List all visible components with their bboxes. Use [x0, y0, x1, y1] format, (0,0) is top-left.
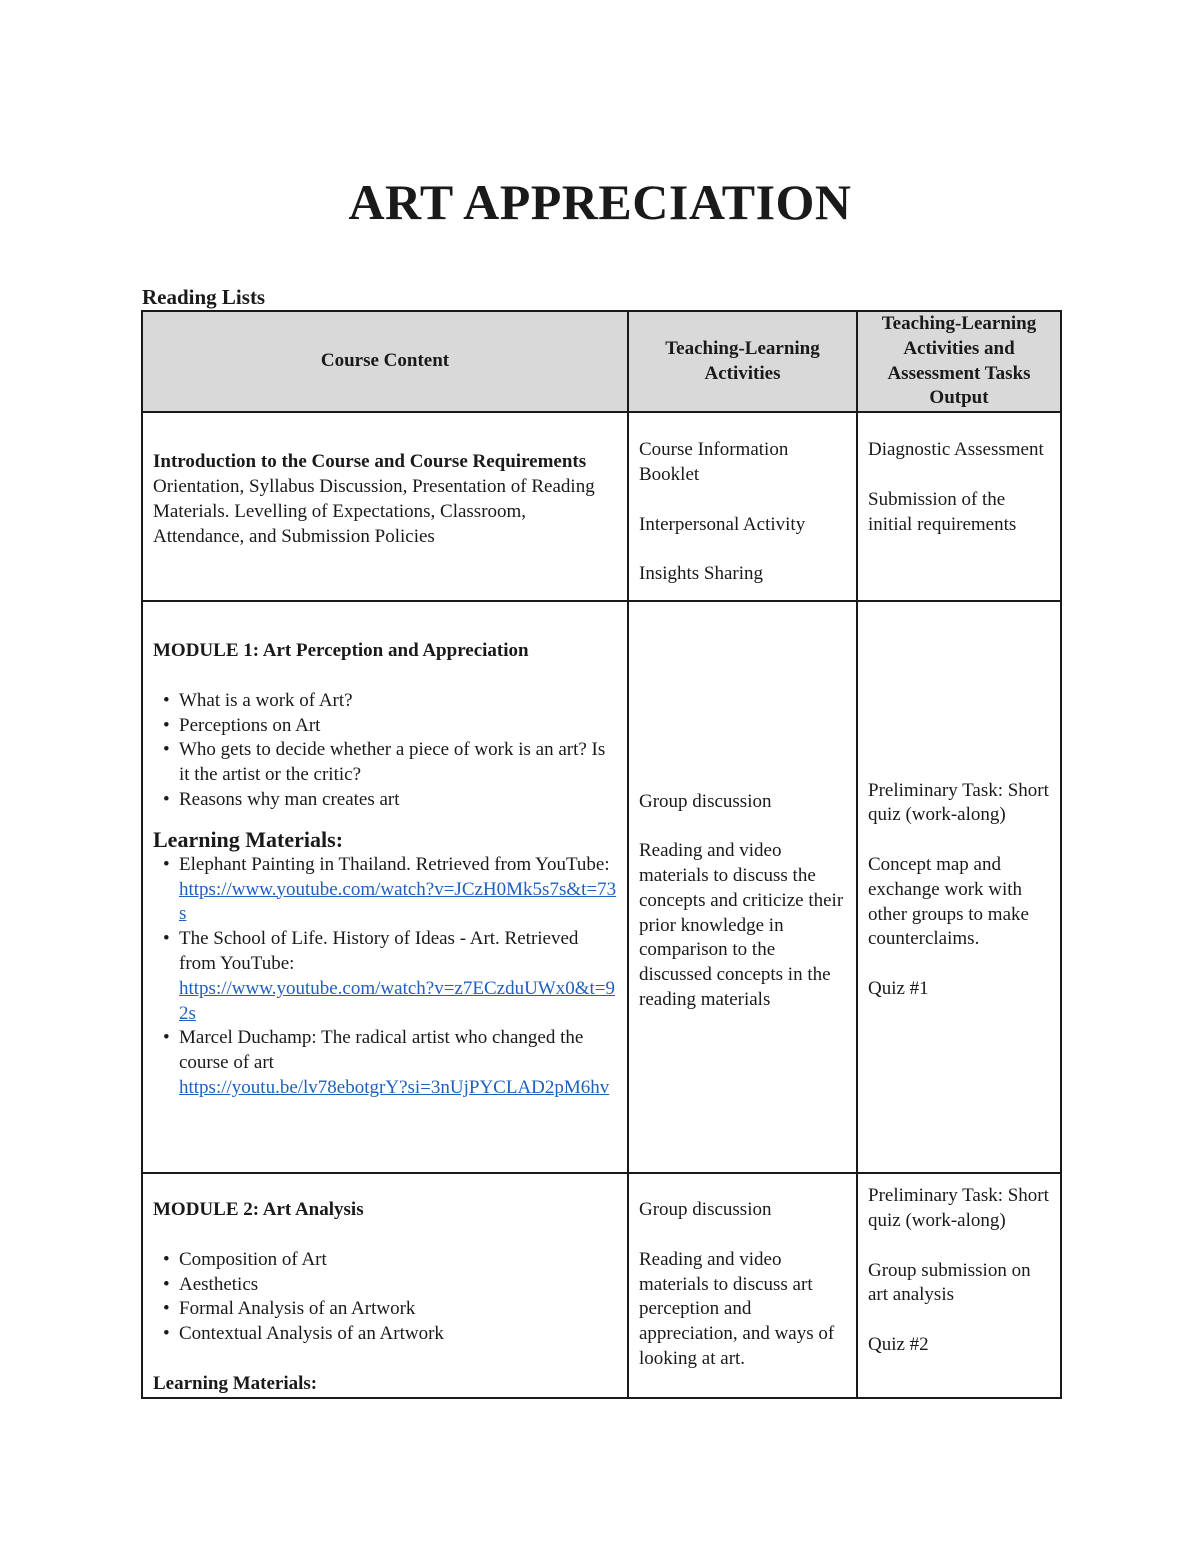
task-item: Preliminary Task: Short quiz (work-along)	[868, 779, 1049, 826]
module-name: Art Analysis	[262, 1199, 364, 1221]
material-link[interactable]: https://youtu.be/lv78ebotgrY?si=3nUjPYCLAD2pM6hv	[179, 1076, 610, 1098]
intro-description: Orientation, Syllabus Discussion, Presentation of Reading Materials. Levelling of Expectations, Classroom, Attendance, and Submission Policies	[153, 475, 595, 547]
tasks-cell	[857, 1173, 1061, 1397]
list-item: • Formal Analysis of an Artwork	[169, 1297, 617, 1322]
page-title: ART APPRECIATION	[348, 174, 852, 230]
topic-list	[153, 1248, 617, 1347]
list-item: • What is a work of Art?	[169, 689, 617, 714]
tla-item: Insights Sharing	[639, 563, 764, 585]
material-link[interactable]: https://www.youtube.com/watch?v=JCzH0Mk5s7s&t=73s	[179, 878, 617, 925]
table-row	[142, 412, 1061, 601]
table-row	[142, 601, 1061, 1173]
list-item: • Who gets to decide whether a piece of work is an art? Is it the artist or the critic?	[169, 738, 617, 788]
header-course-content: Course Content	[142, 311, 628, 412]
task-item: Submission of the initial requirements	[868, 488, 1017, 535]
tla-item: Group discussion	[639, 790, 772, 812]
task-item: Concept map and exchange work with other groups to make counterclaims.	[868, 853, 1029, 950]
task-item: Group submission on art analysis	[868, 1259, 1031, 1306]
tasks-cell	[857, 601, 1061, 1173]
material-text: Marcel Duchamp: The radical artist who changed the course of art	[179, 1027, 584, 1074]
table-row	[142, 1173, 1061, 1397]
material-text: Elephant Painting in Thailand. Retrieved from YouTube:	[179, 853, 610, 875]
material-text: The School of Life. History of Ideas - Art. Retrieved from YouTube:	[179, 928, 579, 974]
reading-list-table	[141, 310, 1062, 1399]
list-item: • Aesthetics	[169, 1273, 617, 1298]
tla-item: Course Information Booklet	[639, 439, 789, 485]
tla-item: Interpersonal Activity	[639, 513, 806, 535]
list-item: • Contextual Analysis of an Artwork	[169, 1322, 617, 1347]
course-content-cell	[142, 1173, 628, 1397]
tla-cell	[628, 412, 857, 601]
task-item: Quiz #2	[868, 1333, 929, 1355]
tasks-cell	[857, 412, 1061, 601]
intro-heading: Introduction to the Course and Course Requirements	[153, 451, 587, 473]
material-link[interactable]: https://www.youtube.com/watch?v=z7ECzduUWx0&t=92s	[179, 977, 616, 1024]
list-item	[169, 1026, 617, 1100]
module-label: MODULE 2:	[153, 1199, 260, 1221]
module-2-title	[153, 1198, 617, 1223]
task-item: Diagnostic Assessment	[868, 439, 1044, 461]
tla-item: Reading and video materials to discuss the concepts and criticize their prior knowledge in comparison to the discussed concepts in the reading materials	[639, 840, 844, 1010]
materials-list	[153, 853, 617, 1101]
course-content-cell	[142, 412, 628, 601]
learning-materials-heading: Learning Materials:	[153, 826, 344, 852]
topic-list	[153, 689, 617, 813]
list-item: • Composition of Art	[169, 1248, 617, 1273]
module-label: MODULE 1:	[153, 640, 260, 662]
list-item	[169, 853, 617, 927]
header-tlat: Teaching-Learning Activities and Assessment Tasks Output	[857, 311, 1061, 412]
tla-cell	[628, 601, 857, 1173]
module-name: Art Perception and Appreciation	[262, 640, 529, 662]
learning-materials-heading: Learning Materials:	[153, 1372, 318, 1394]
tla-item: Reading and video materials to discuss art perception and appreciation, and ways of looking at art.	[639, 1248, 835, 1369]
course-content-cell	[142, 601, 628, 1173]
task-item: Preliminary Task: Short quiz (work-along)	[868, 1185, 1049, 1231]
list-item: • Reasons why man creates art	[169, 788, 617, 813]
task-item: Quiz #1	[868, 977, 929, 999]
tla-cell	[628, 1173, 857, 1397]
header-tla: Teaching-Learning Activities	[628, 311, 857, 412]
tla-item: Group discussion	[639, 1199, 772, 1221]
list-item: • Perceptions on Art	[169, 714, 617, 739]
reading-lists-heading: Reading Lists	[142, 285, 266, 309]
list-item	[169, 927, 617, 1026]
table-header-row	[142, 311, 1061, 412]
module-1-title	[153, 639, 617, 664]
